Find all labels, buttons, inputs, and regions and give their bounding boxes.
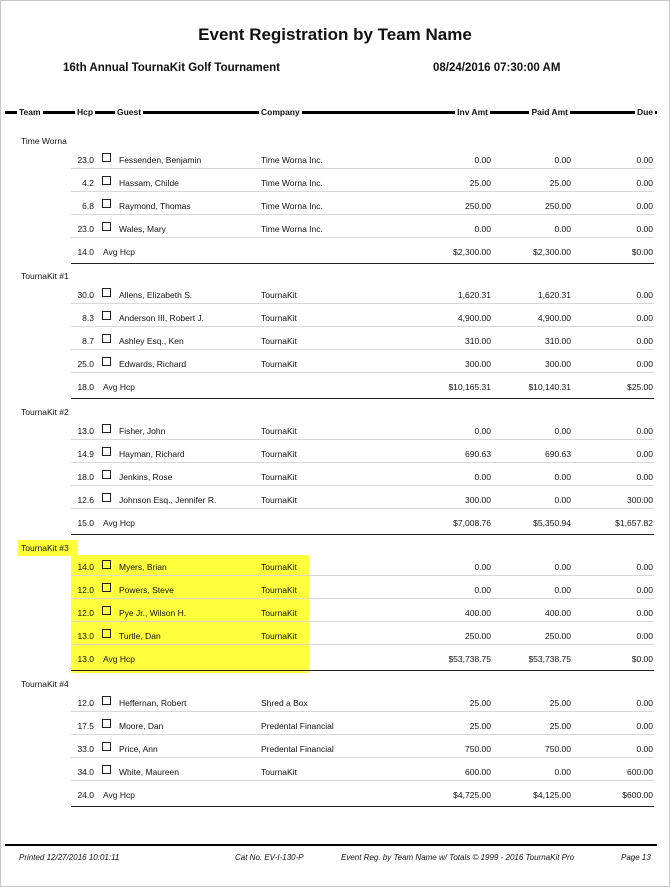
guest-cell: Edwards, Richard: [119, 359, 187, 369]
table-row: [1, 738, 669, 761]
row-rule: [71, 372, 654, 373]
column-header-bar: [5, 105, 657, 119]
due-cell: 0.00: [636, 472, 653, 482]
col-hcp: Hcp: [77, 107, 94, 117]
hcp-cell: 6.8: [82, 201, 94, 211]
col-company: Company: [261, 107, 300, 117]
due-cell: 0.00: [636, 608, 653, 618]
company-cell: TournaKit: [261, 336, 297, 346]
due-cell: 0.00: [636, 178, 653, 188]
table-row: [1, 579, 669, 602]
company-cell: TournaKit: [261, 631, 297, 641]
company-cell: TournaKit: [261, 608, 297, 618]
due-cell: 0.00: [636, 744, 653, 754]
col-guest: Guest: [117, 107, 142, 117]
team-name: TournaKit #1: [21, 271, 69, 281]
total-due: $25.00: [627, 382, 653, 392]
table-row: [1, 284, 669, 307]
guest-cell: Raymond, Thomas: [119, 201, 191, 211]
paid-amt-cell: 1,620.31: [537, 290, 571, 300]
checkbox[interactable]: [102, 176, 111, 185]
checkbox[interactable]: [102, 424, 111, 433]
row-rule: [71, 575, 654, 576]
hcp-cell: 4.2: [82, 178, 94, 188]
row-rule: [71, 621, 654, 622]
table-row: [1, 466, 669, 489]
guest-cell: Jenkins, Rose: [119, 472, 173, 482]
inv-amt-cell: 0.00: [474, 585, 491, 595]
table-row: [1, 556, 669, 579]
hcp-cell: 34.0: [77, 767, 94, 777]
checkbox[interactable]: [102, 583, 111, 592]
team-total-row: [1, 784, 669, 807]
avg-hcp-label: Avg Hcp: [103, 247, 135, 257]
paid-amt-cell: 25.00: [549, 698, 571, 708]
hcp-cell: 12.0: [77, 585, 94, 595]
paid-amt-cell: 4,900.00: [537, 313, 571, 323]
company-cell: Time Worna Inc.: [261, 224, 323, 234]
checkbox[interactable]: [102, 629, 111, 638]
inv-amt-cell: 4,900.00: [457, 313, 491, 323]
table-row: [1, 761, 669, 784]
checkbox[interactable]: [102, 199, 111, 208]
company-cell: Time Worna Inc.: [261, 178, 323, 188]
checkbox[interactable]: [102, 765, 111, 774]
avg-hcp-value: 24.0: [77, 790, 94, 800]
group-rule: [71, 398, 654, 399]
hcp-cell: 30.0: [77, 290, 94, 300]
paid-amt-cell: 310.00: [545, 336, 571, 346]
hcp-cell: 33.0: [77, 744, 94, 754]
footer-rule: [5, 844, 657, 846]
row-rule: [71, 168, 654, 169]
guest-cell: Heffernan, Robert: [119, 698, 187, 708]
company-cell: TournaKit: [261, 562, 297, 572]
due-cell: 0.00: [636, 201, 653, 211]
inv-amt-cell: 600.00: [465, 767, 491, 777]
hcp-cell: 18.0: [77, 472, 94, 482]
group-rule: [71, 263, 654, 264]
col-inv-amt: Inv Amt: [457, 107, 488, 117]
row-rule: [71, 237, 654, 238]
inv-amt-cell: 0.00: [474, 224, 491, 234]
guest-cell: Ashley Esq., Ken: [119, 336, 184, 346]
hcp-cell: 8.3: [82, 313, 94, 323]
paid-amt-cell: 750.00: [545, 744, 571, 754]
footer-page: Page 13: [621, 853, 651, 862]
avg-hcp-value: 13.0: [77, 654, 94, 664]
table-row: [1, 625, 669, 648]
due-cell: 0.00: [636, 426, 653, 436]
due-cell: 0.00: [636, 449, 653, 459]
row-rule: [71, 508, 654, 509]
company-cell: TournaKit: [261, 472, 297, 482]
row-rule: [71, 439, 654, 440]
hcp-cell: 13.0: [77, 426, 94, 436]
company-cell: Shred a Box: [261, 698, 308, 708]
inv-amt-cell: 0.00: [474, 562, 491, 572]
hcp-cell: 25.0: [77, 359, 94, 369]
guest-cell: Johnson Esq., Jennifer R.: [119, 495, 217, 505]
guest-cell: Moore, Dan: [119, 721, 164, 731]
table-row: [1, 602, 669, 625]
inv-amt-cell: 690.63: [465, 449, 491, 459]
inv-amt-cell: 25.00: [469, 721, 491, 731]
due-cell: 300.00: [627, 495, 653, 505]
row-rule: [71, 757, 654, 758]
total-paid-amt: $4,125.00: [533, 790, 571, 800]
footer-printed: Printed 12/27/2016 10:01:11: [19, 853, 120, 862]
paid-amt-cell: 25.00: [549, 721, 571, 731]
guest-cell: Fisher, John: [119, 426, 166, 436]
checkbox[interactable]: [102, 334, 111, 343]
inv-amt-cell: 300.00: [465, 495, 491, 505]
company-cell: Predental Financial: [261, 744, 334, 754]
inv-amt-cell: 0.00: [474, 155, 491, 165]
company-cell: TournaKit: [261, 495, 297, 505]
inv-amt-cell: 250.00: [465, 631, 491, 641]
hcp-cell: 12.6: [77, 495, 94, 505]
company-cell: TournaKit: [261, 585, 297, 595]
checkbox[interactable]: [102, 560, 111, 569]
checkbox[interactable]: [102, 493, 111, 502]
total-inv-amt: $7,008.76: [453, 518, 491, 528]
group-rule: [71, 806, 654, 807]
total-inv-amt: $53,738.75: [448, 654, 491, 664]
paid-amt-cell: 0.00: [554, 495, 571, 505]
due-cell: 0.00: [636, 290, 653, 300]
table-row: [1, 149, 669, 172]
paid-amt-cell: 300.00: [545, 359, 571, 369]
paid-amt-cell: 0.00: [554, 224, 571, 234]
checkbox[interactable]: [102, 288, 111, 297]
total-due: $600.00: [622, 790, 653, 800]
row-rule: [71, 349, 654, 350]
table-row: [1, 172, 669, 195]
due-cell: 0.00: [636, 721, 653, 731]
company-cell: TournaKit: [261, 767, 297, 777]
footer-cat-no: Cat No. EV-I-130-P: [235, 853, 304, 862]
total-paid-amt: $10,140.31: [528, 382, 571, 392]
company-cell: TournaKit: [261, 449, 297, 459]
paid-amt-cell: 400.00: [545, 608, 571, 618]
guest-cell: Price, Ann: [119, 744, 158, 754]
row-rule: [71, 734, 654, 735]
row-rule: [71, 326, 654, 327]
row-rule: [71, 598, 654, 599]
checkbox[interactable]: [102, 606, 111, 615]
total-paid-amt: $2,300.00: [533, 247, 571, 257]
company-cell: TournaKit: [261, 313, 297, 323]
avg-hcp-label: Avg Hcp: [103, 382, 135, 392]
table-row: [1, 443, 669, 466]
table-row: [1, 692, 669, 715]
paid-amt-cell: 25.00: [549, 178, 571, 188]
guest-cell: Allens, Elizabeth S.: [119, 290, 193, 300]
avg-hcp-label: Avg Hcp: [103, 654, 135, 664]
hcp-cell: 17.5: [77, 721, 94, 731]
guest-cell: Hayman, Richard: [119, 449, 185, 459]
due-cell: 600.00: [627, 767, 653, 777]
avg-hcp-value: 14.0: [77, 247, 94, 257]
team-total-row: [1, 376, 669, 399]
inv-amt-cell: 0.00: [474, 426, 491, 436]
avg-hcp-value: 15.0: [77, 518, 94, 528]
due-cell: 0.00: [636, 336, 653, 346]
hcp-cell: 8.7: [82, 336, 94, 346]
total-paid-amt: $5,350.94: [533, 518, 571, 528]
due-cell: 0.00: [636, 313, 653, 323]
inv-amt-cell: 310.00: [465, 336, 491, 346]
report-title: Event Registration by Team Name: [198, 25, 472, 44]
paid-amt-cell: 0.00: [554, 767, 571, 777]
guest-cell: White, Maureen: [119, 767, 179, 777]
team-name: TournaKit #2: [21, 407, 69, 417]
avg-hcp-label: Avg Hcp: [103, 518, 135, 528]
hcp-cell: 14.9: [77, 449, 94, 459]
guest-cell: Fessenden, Benjamin: [119, 155, 202, 165]
company-cell: Predental Financial: [261, 721, 334, 731]
guest-cell: Hassam, Childe: [119, 178, 179, 188]
paid-amt-cell: 0.00: [554, 472, 571, 482]
total-due: $0.00: [631, 654, 653, 664]
guest-cell: Myers, Brian: [119, 562, 167, 572]
total-paid-amt: $53,738.75: [528, 654, 571, 664]
table-row: [1, 195, 669, 218]
paid-amt-cell: 0.00: [554, 155, 571, 165]
inv-amt-cell: 300.00: [465, 359, 491, 369]
group-rule: [71, 670, 654, 671]
checkbox[interactable]: [102, 222, 111, 231]
checkbox[interactable]: [102, 447, 111, 456]
avg-hcp-label: Avg Hcp: [103, 790, 135, 800]
company-cell: TournaKit: [261, 359, 297, 369]
paid-amt-cell: 250.00: [545, 631, 571, 641]
row-rule: [71, 644, 654, 645]
table-row: [1, 330, 669, 353]
due-cell: 0.00: [636, 698, 653, 708]
paid-amt-cell: 250.00: [545, 201, 571, 211]
checkbox[interactable]: [102, 696, 111, 705]
row-rule: [71, 191, 654, 192]
row-rule: [71, 711, 654, 712]
guest-cell: Anderson III, Robert J.: [119, 313, 205, 323]
hcp-cell: 12.0: [77, 608, 94, 618]
checkbox[interactable]: [102, 470, 111, 479]
guest-cell: Pye Jr., Wilson H.: [119, 608, 187, 618]
total-inv-amt: $10,165.31: [448, 382, 491, 392]
group-rule: [71, 534, 654, 535]
paid-amt-cell: 0.00: [554, 426, 571, 436]
col-team: Team: [19, 107, 41, 117]
guest-cell: Turtle, Dan: [119, 631, 161, 641]
paid-amt-cell: 0.00: [554, 585, 571, 595]
guest-cell: Wales, Mary: [119, 224, 166, 234]
due-cell: 0.00: [636, 224, 653, 234]
hcp-cell: 12.0: [77, 698, 94, 708]
row-rule: [71, 780, 654, 781]
guest-cell: Powers, Steve: [119, 585, 174, 595]
footer-report-info: Event Reg. by Team Name w/ Totals © 1999 - 2016 TournaKit Pro: [341, 853, 575, 862]
company-cell: Time Worna Inc.: [261, 201, 323, 211]
checkbox[interactable]: [102, 311, 111, 320]
paid-amt-cell: 0.00: [554, 562, 571, 572]
inv-amt-cell: 25.00: [469, 178, 491, 188]
inv-amt-cell: 1,620.31: [457, 290, 491, 300]
col-paid-amt: Paid Amt: [531, 107, 568, 117]
team-total-row: [1, 648, 669, 671]
due-cell: 0.00: [636, 631, 653, 641]
hcp-cell: 14.0: [77, 562, 94, 572]
paid-amt-cell: 690.63: [545, 449, 571, 459]
hcp-cell: 23.0: [77, 155, 94, 165]
team-name: TournaKit #3: [21, 543, 69, 553]
team-name: TournaKit #4: [21, 679, 69, 689]
inv-amt-cell: 750.00: [465, 744, 491, 754]
event-datetime: 08/24/2016 07:30:00 AM: [433, 62, 561, 74]
team-total-row: [1, 241, 669, 264]
team-name: Time Worna: [21, 136, 67, 146]
table-row: [1, 307, 669, 330]
checkbox[interactable]: [102, 742, 111, 751]
inv-amt-cell: 250.00: [465, 201, 491, 211]
company-cell: TournaKit: [261, 290, 297, 300]
due-cell: 0.00: [636, 155, 653, 165]
checkbox[interactable]: [102, 357, 111, 366]
event-name: 16th Annual TournaKit Golf Tournament: [63, 62, 281, 74]
checkbox[interactable]: [102, 719, 111, 728]
inv-amt-cell: 25.00: [469, 698, 491, 708]
total-inv-amt: $4,725.00: [453, 790, 491, 800]
inv-amt-cell: 0.00: [474, 472, 491, 482]
hcp-cell: 23.0: [77, 224, 94, 234]
due-cell: 0.00: [636, 585, 653, 595]
table-row: [1, 353, 669, 376]
total-inv-amt: $2,300.00: [453, 247, 491, 257]
due-cell: 0.00: [636, 562, 653, 572]
hcp-cell: 13.0: [77, 631, 94, 641]
table-row: [1, 489, 669, 512]
company-cell: TournaKit: [261, 426, 297, 436]
row-rule: [71, 214, 654, 215]
checkbox[interactable]: [102, 153, 111, 162]
team-total-row: [1, 512, 669, 535]
row-rule: [71, 485, 654, 486]
row-rule: [71, 303, 654, 304]
row-rule: [71, 462, 654, 463]
avg-hcp-value: 18.0: [77, 382, 94, 392]
table-row: [1, 715, 669, 738]
company-cell: Time Worna Inc.: [261, 155, 323, 165]
total-due: $0.00: [631, 247, 653, 257]
total-due: $1,657.82: [615, 518, 653, 528]
due-cell: 0.00: [636, 359, 653, 369]
table-row: [1, 218, 669, 241]
table-row: [1, 420, 669, 443]
inv-amt-cell: 400.00: [465, 608, 491, 618]
col-due: Due: [636, 107, 653, 117]
